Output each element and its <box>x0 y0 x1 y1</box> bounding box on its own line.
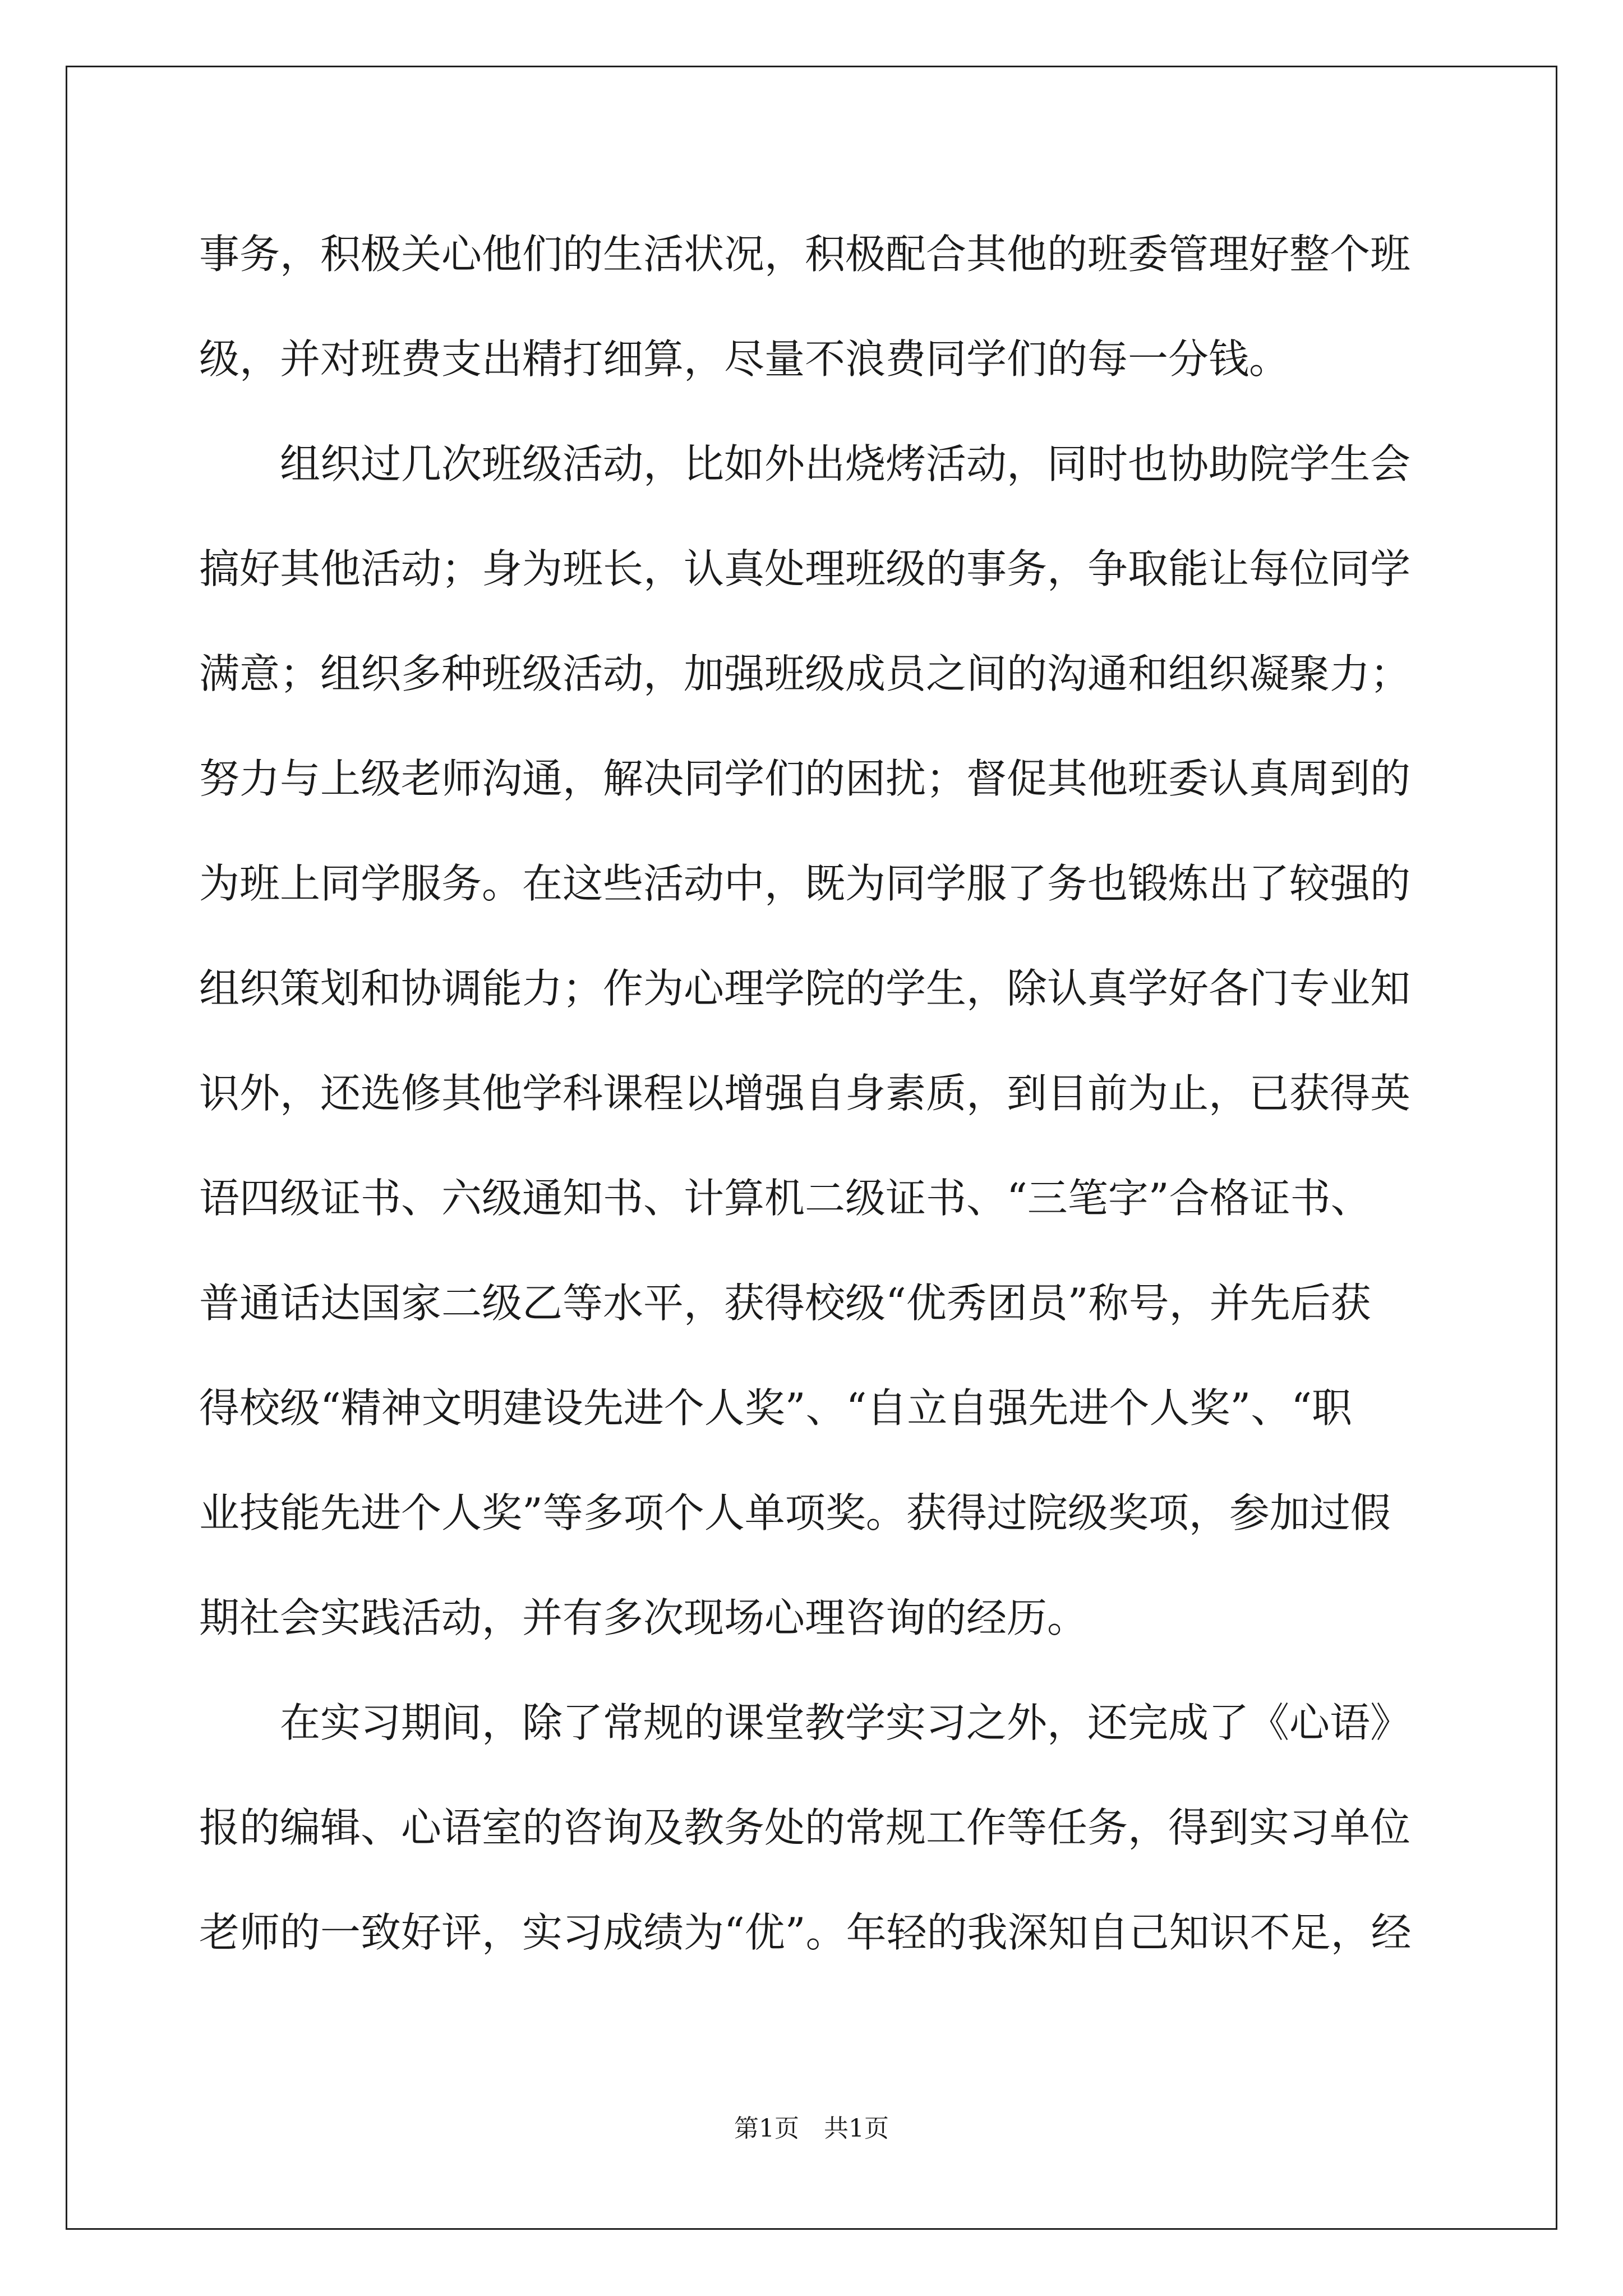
text-line: 普通话达国家二级乙等水平，获得校级“优秀团员”称号，并先后获 <box>199 1280 1371 1327</box>
text-line: 为班上同学服务。在这些活动中，既为同学服了务也锻炼出了较强的 <box>199 860 1411 907</box>
text-line: 报的编辑、心语室的咨询及教务处的常规工作等任务，得到实习单位 <box>199 1804 1411 1851</box>
text-line: 语四级证书、六级通知书、计算机二级证书、“三笔字”合格证书、 <box>199 1175 1371 1222</box>
text-line: 级，并对班费支出精打细算，尽量不浪费同学们的每一分钱。 <box>199 335 1290 383</box>
text-line: 搞好其他活动；身为班长，认真处理班级的事务，争取能让每位同学 <box>199 545 1411 592</box>
text-line: 在实习期间，除了常规的课堂教学实习之外，还完成了《心语》 <box>199 1699 1411 1746</box>
text-line: 组织策划和协调能力；作为心理学院的学生，除认真学好各门专业知 <box>199 965 1411 1012</box>
text-line: 识外，还选修其他学科课程以增强自身素质，到目前为止，已获得英 <box>199 1070 1411 1117</box>
text-line: 得校级“精神文明建设先进个人奖”、“自立自强先进个人奖”、“职 <box>199 1384 1353 1432</box>
text-line: 期社会实践活动，并有多次现场心理咨询的经历。 <box>199 1594 1088 1641</box>
text-line: 老师的一致好评，实习成绩为“优”。年轻的我深知自己知识不足，经 <box>199 1909 1412 1956</box>
text-line: 业技能先进个人奖”等多项个人单项奖。获得过院级奖项，参加过假 <box>199 1489 1391 1536</box>
page-number-footer: 第1页 共1页 <box>734 2114 889 2143</box>
text-line: 事务，积极关心他们的生活状况，积极配合其他的班委管理好整个班 <box>199 231 1411 278</box>
text-line: 满意；组织多种班级活动，加强班级成员之间的沟通和组织凝聚力； <box>199 650 1411 697</box>
text-line: 组织过几次班级活动，比如外出烧烤活动，同时也协助院学生会 <box>199 440 1411 487</box>
text-line: 努力与上级老师沟通，解决同学们的困扰；督促其他班委认真周到的 <box>199 755 1411 802</box>
document-body <box>199 202 1427 1985</box>
